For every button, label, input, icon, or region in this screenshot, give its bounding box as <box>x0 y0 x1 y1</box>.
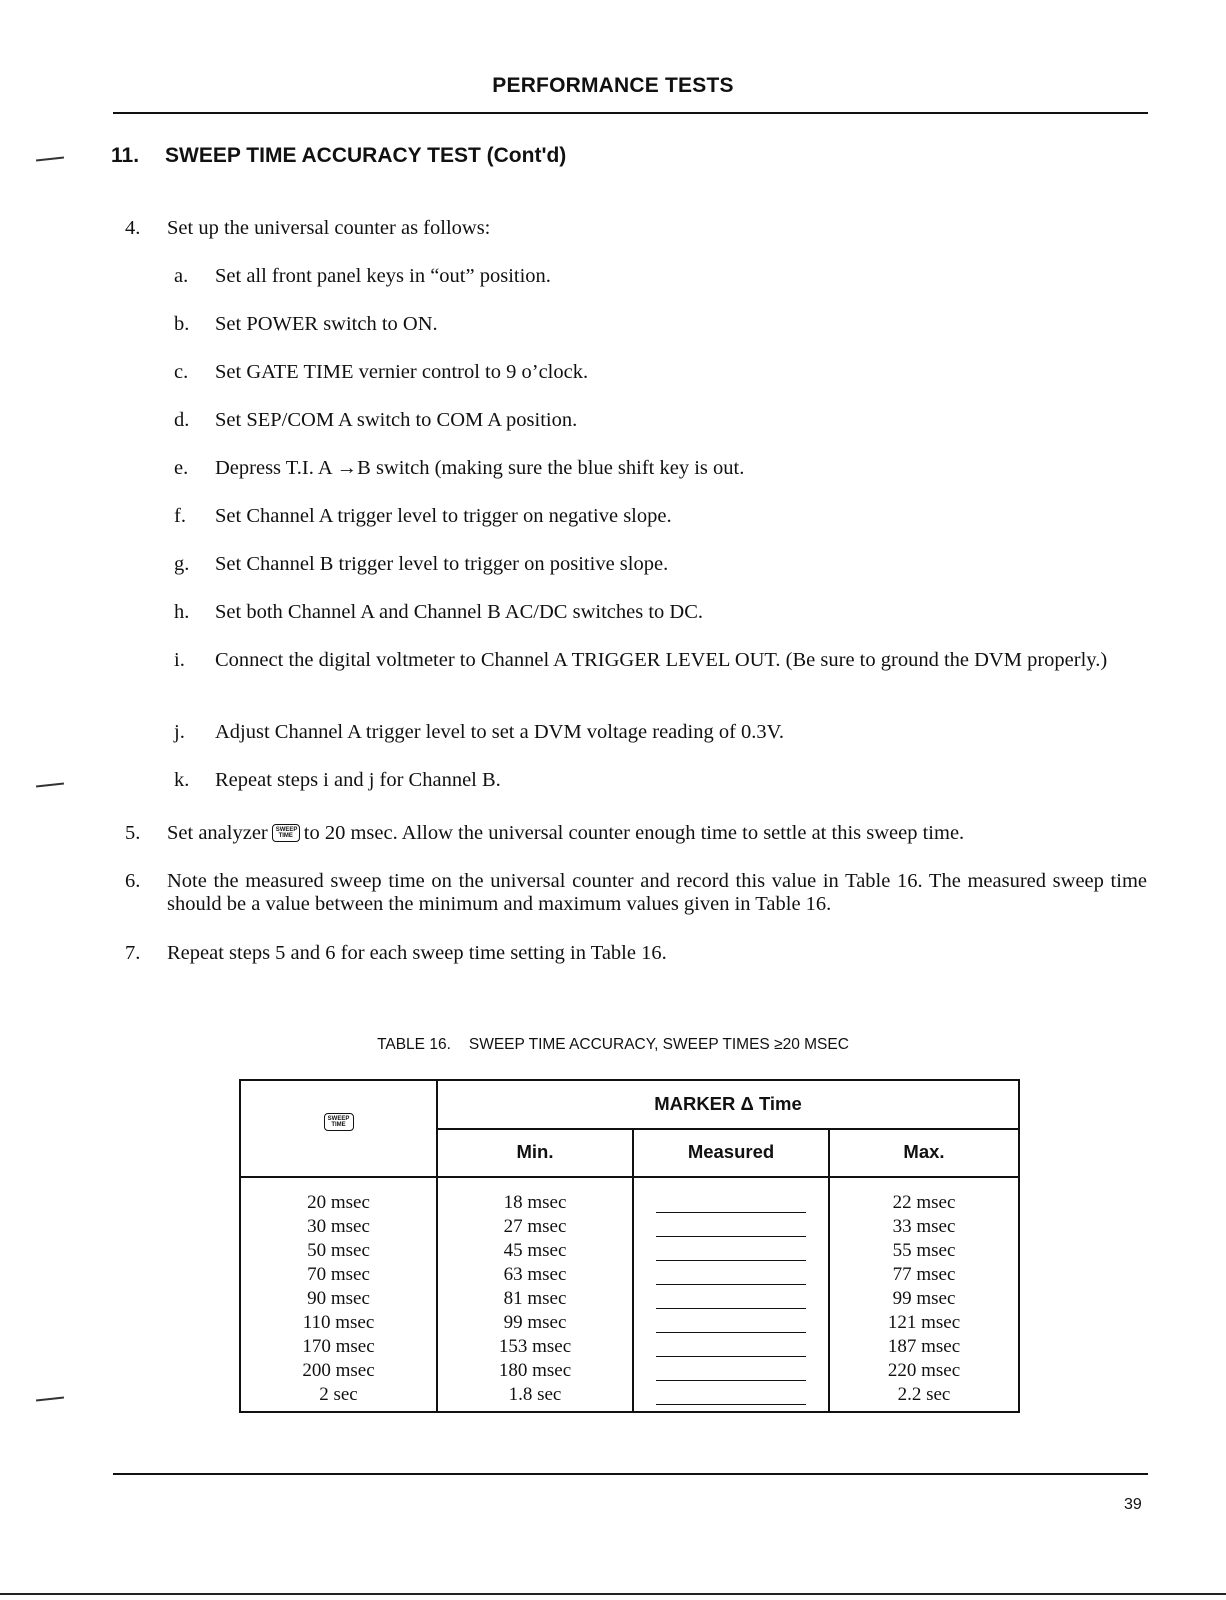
max-value-cell: 22 msec <box>892 1192 956 1213</box>
step-text: Note the measured sweep time on the universal counter and record this value in Table 16. The measured sweep time should be a value between the minimum and maximum values given in Table 16. <box>167 870 1147 915</box>
measured-entry-blank <box>634 1287 828 1311</box>
measured-header: Measured <box>687 1141 775 1162</box>
step-number: 6. <box>125 870 141 892</box>
measured-entry-blank <box>634 1311 828 1335</box>
sweep-time-setting-cell: 200 msec <box>302 1360 375 1381</box>
min-value-cell: 153 msec <box>498 1336 572 1357</box>
min-value-cell: 1.8 sec <box>508 1384 562 1405</box>
sweep-time-setting-cell: 70 msec <box>307 1264 370 1285</box>
measured-column <box>634 1191 828 1407</box>
min-value-cell: 81 msec <box>503 1288 567 1309</box>
margin-mark <box>36 157 64 162</box>
step-text <box>167 822 964 845</box>
margin-mark <box>36 1397 64 1402</box>
section-heading <box>111 144 566 168</box>
substep-letter: g. <box>174 553 190 575</box>
sweep-time-table <box>239 1079 1020 1413</box>
marker-delta-time-header: MARKER Δ Time <box>654 1093 802 1114</box>
table-caption-number: TABLE 16. <box>377 1036 451 1053</box>
sweep-time-key-icon: SWEEP TIME <box>272 824 300 842</box>
table-caption-title: SWEEP TIME ACCURACY, SWEEP TIMES ≥20 MSEC <box>468 1036 849 1053</box>
substep-letter: f. <box>174 505 186 527</box>
measured-entry-blank <box>634 1263 828 1287</box>
section-number: 11. <box>111 144 140 167</box>
max-value-cell: 55 msec <box>892 1240 956 1261</box>
min-value-cell: 180 msec <box>498 1360 572 1381</box>
step-text: Repeat steps 5 and 6 for each sweep time setting in Table 16. <box>167 942 667 964</box>
measured-entry-blank <box>634 1335 828 1359</box>
page-header-title: PERFORMANCE TESTS <box>492 74 734 97</box>
measured-entry-blank <box>634 1383 828 1407</box>
max-value-cell: 220 msec <box>887 1360 961 1381</box>
step-text-post: to 20 msec. Allow the universal counter enough time to settle at this sweep time. <box>303 822 965 844</box>
substep-letter: k. <box>174 769 190 791</box>
max-value-cell: 77 msec <box>892 1264 956 1285</box>
substep-text: Set GATE TIME vernier control to 9 o’clock. <box>215 361 589 383</box>
max-value-cell: 33 msec <box>892 1216 956 1237</box>
sweep-time-key-icon: SWEEP TIME <box>324 1113 354 1131</box>
sweep-time-setting-cell: 50 msec <box>307 1240 370 1261</box>
footer-rule <box>113 1473 1148 1475</box>
substep-text: Set Channel A trigger level to trigger on negative slope. <box>215 505 672 527</box>
substep-letter: a. <box>174 265 189 287</box>
measured-entry-blank <box>634 1215 828 1239</box>
substep-letter: e. <box>174 457 189 479</box>
step-number: 7. <box>125 942 141 964</box>
min-value-cell: 99 msec <box>503 1312 567 1333</box>
substep-text: Set SEP/COM A switch to COM A position. <box>215 409 578 431</box>
step-number: 4. <box>125 217 141 239</box>
max-value-cell: 121 msec <box>887 1312 961 1333</box>
sweep-time-setting-cell: 30 msec <box>307 1216 370 1237</box>
measured-entry-blank <box>634 1359 828 1383</box>
sweep-time-setting-cell: 170 msec <box>302 1336 375 1357</box>
header-rule <box>113 112 1148 114</box>
substep-text: Set POWER switch to ON. <box>215 313 438 335</box>
table-caption <box>0 1036 1226 1054</box>
min-header: Min. <box>516 1141 554 1162</box>
substep-letter: d. <box>174 409 190 431</box>
sweep-time-setting-cell: 20 msec <box>307 1192 370 1213</box>
substep-text: Repeat steps i and j for Channel B. <box>215 769 501 791</box>
substep-letter: c. <box>174 361 189 383</box>
margin-mark <box>36 783 64 788</box>
max-header: Max. <box>903 1141 945 1162</box>
min-column <box>438 1191 632 1407</box>
sweep-time-header <box>241 1113 436 1133</box>
page-number: 39 <box>1124 1496 1142 1513</box>
min-value-cell: 63 msec <box>503 1264 567 1285</box>
max-value-cell: 2.2 sec <box>897 1384 951 1405</box>
step-text-pre: Set analyzer <box>167 822 268 844</box>
substep-letter: i. <box>174 649 185 671</box>
min-value-cell: 45 msec <box>503 1240 567 1261</box>
min-value-cell: 27 msec <box>503 1216 567 1237</box>
sweep-time-setting-cell: 2 sec <box>319 1384 358 1405</box>
settings-column <box>241 1191 436 1407</box>
substep-text: Adjust Channel A trigger level to set a DVM voltage reading of 0.3V. <box>215 721 784 743</box>
measured-entry-blank <box>634 1239 828 1263</box>
section-title: SWEEP TIME ACCURACY TEST (Cont'd) <box>165 144 567 167</box>
step-number: 5. <box>125 822 141 844</box>
substep-text: Set Channel B trigger level to trigger on positive slope. <box>215 553 669 575</box>
sweep-time-setting-cell: 110 msec <box>302 1312 375 1333</box>
min-value-cell: 18 msec <box>503 1192 567 1213</box>
substep-letter: h. <box>174 601 190 623</box>
sweep-time-setting-cell: 90 msec <box>307 1288 370 1309</box>
substep-text: Connect the digital voltmeter to Channel A TRIGGER LEVEL OUT. (Be sure to ground the DVM properly.) <box>215 649 1108 671</box>
max-value-cell: 187 msec <box>887 1336 961 1357</box>
substep-text: Set all front panel keys in “out” position. <box>215 265 551 287</box>
substep-text: Depress T.I. A →B switch (making sure the blue shift key is out. <box>215 457 745 479</box>
measured-entry-blank <box>634 1191 828 1215</box>
page-edge-line <box>0 1593 1226 1595</box>
substep-text: Set both Channel A and Channel B AC/DC switches to DC. <box>215 601 704 623</box>
substep-letter: b. <box>174 313 190 335</box>
max-value-cell: 99 msec <box>892 1288 956 1309</box>
max-column <box>830 1191 1018 1407</box>
step-text: Set up the universal counter as follows: <box>167 217 491 239</box>
substep-letter: j. <box>174 721 185 743</box>
